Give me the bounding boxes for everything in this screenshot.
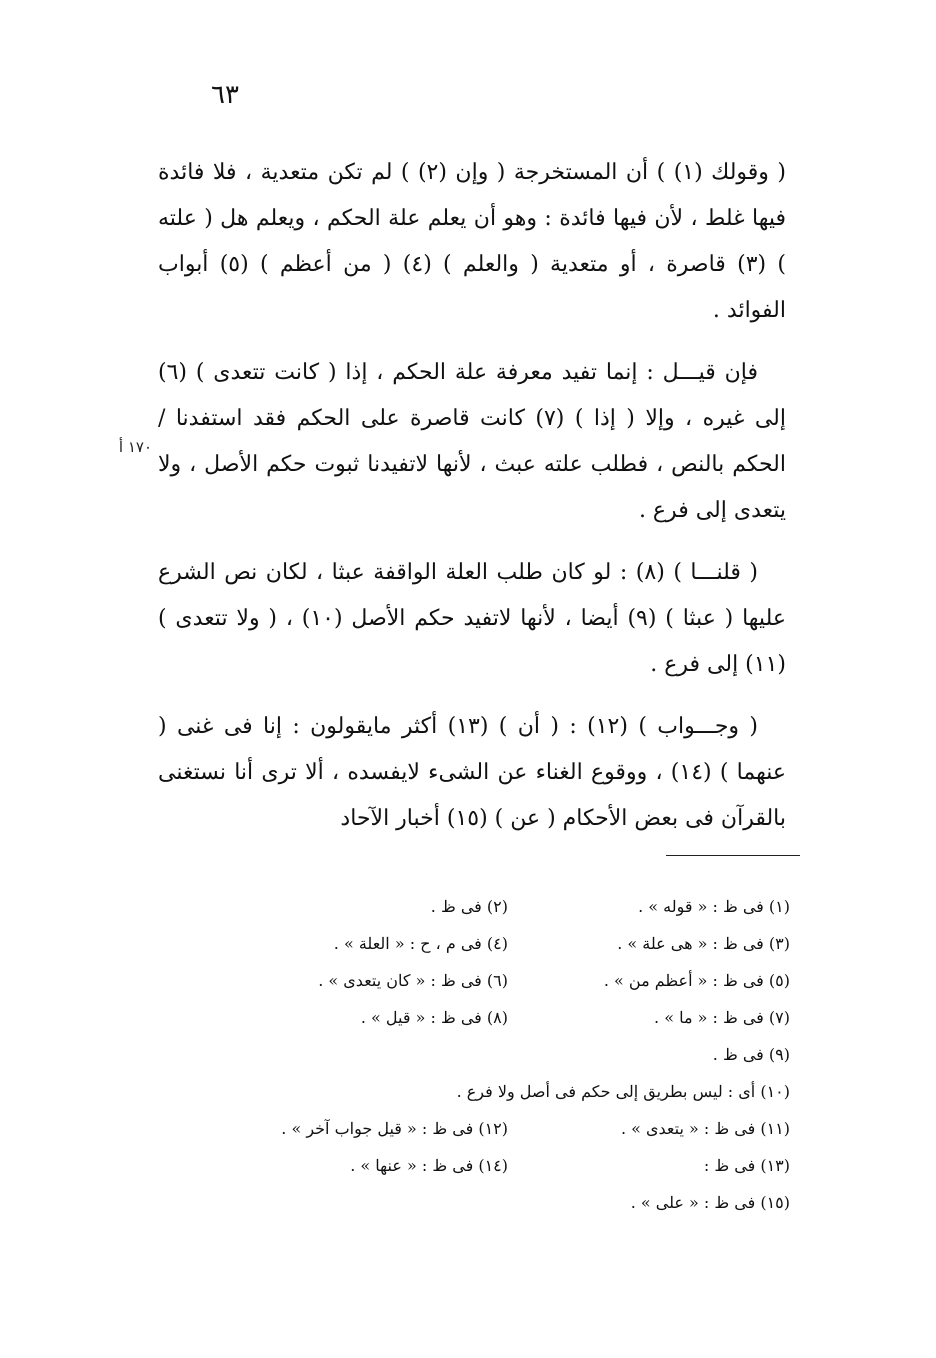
margin-folio-note: ١٧٠ أ [118, 438, 152, 456]
footnote-divider [666, 855, 800, 856]
footnote: (١٤) فى ظ : « عنها » . [350, 1156, 508, 1175]
footnote-row [200, 999, 790, 1036]
footnote: (٤) فى م ، ح : « العلة » . [333, 934, 508, 953]
footnote: (٥) فى ظ : « أعظم من » . [603, 971, 790, 990]
footnote-row [200, 962, 790, 999]
page-number: ٦٣ [211, 80, 239, 110]
footnote: (١) فى ظ : « قوله » . [638, 897, 790, 916]
footnote: (١١) فى ظ : « يتعدى » . [620, 1119, 790, 1138]
footnote: (٧) فى ظ : « ما » . [654, 1008, 790, 1027]
footnote-row [200, 1073, 790, 1110]
footnote-row [200, 925, 790, 962]
footnote: (١٢) فى ظ : « قيل جواب آخر » . [281, 1119, 508, 1138]
paragraph: فإن قيـــل : إنما تفيد معرفة علة الحكم ، إذا ( كانت تتعدى ) (٦) إلى غيره ، وإلا ( إذا ) (٧) كانت قاصرة على الحكم فقد استفدنا / الحكم بالنص ، فطلب علته عبث ، لأنها لاتفيدنا ثبوت حكم الأصل ، ولا يتعدى إلى فرع . [158, 360, 786, 523]
paragraph: ( وجـــواب ) (١٢) : ( أن ) (١٣) أكثر مايقولون : إنا فى غنى ( عنهما ) (١٤) ، ووقوع الغناء عن الشىء لايفسده ، ألا ترى أنا نستغنى بالقرآن فى بعض الأحكام ( عن ) (١٥) أخبار الآحاد [158, 714, 786, 831]
paragraph: ( وقولك (١) ) أن المستخرجة ( وإن (٢) ) لم تكن متعدية ، فلا فائدة فيها غلط ، لأن فيها فائدة : وهو أن يعلم علة الحكم ، ويعلم هل ( علته ) (٣) قاصرة ، أو متعدية ( والعلم ) (٤) ( من أعظم ) (٥) أبواب الفوائد . [158, 160, 786, 323]
footnote-row [200, 1036, 790, 1073]
footnote: (١٣) فى ظ : [703, 1156, 790, 1175]
footnote: (١٠) أى : ليس بطريق إلى حكم فى أصل ولا فرع . [456, 1082, 790, 1101]
footnote-row [200, 1184, 790, 1221]
footnotes [200, 888, 790, 1221]
footnote-row [200, 1147, 790, 1184]
paragraph: ( قلنـــا ) (٨) : لو كان طلب العلة الواقفة عبثا ، لكان نص الشرع عليها ( عبثا ) (٩) أيضا ، لأنها لاتفيد حكم الأصل (١٠) ، ( ولا تتعدى ) (١١) إلى فرع . [158, 560, 786, 677]
footnote: (١٥) فى ظ : « على » . [630, 1193, 790, 1212]
footnote-row [200, 1110, 790, 1147]
footnote: (٨) فى ظ : « قيل » . [360, 1008, 508, 1027]
main-text [158, 150, 786, 858]
footnote: (٢) فى ظ . [430, 897, 508, 916]
footnote: (٦) فى ظ : « كان يتعدى » . [318, 971, 508, 990]
footnote: (٩) فى ظ . [712, 1045, 790, 1064]
footnote-row [200, 888, 790, 925]
footnote: (٣) فى ظ : « هى علة » . [617, 934, 790, 953]
